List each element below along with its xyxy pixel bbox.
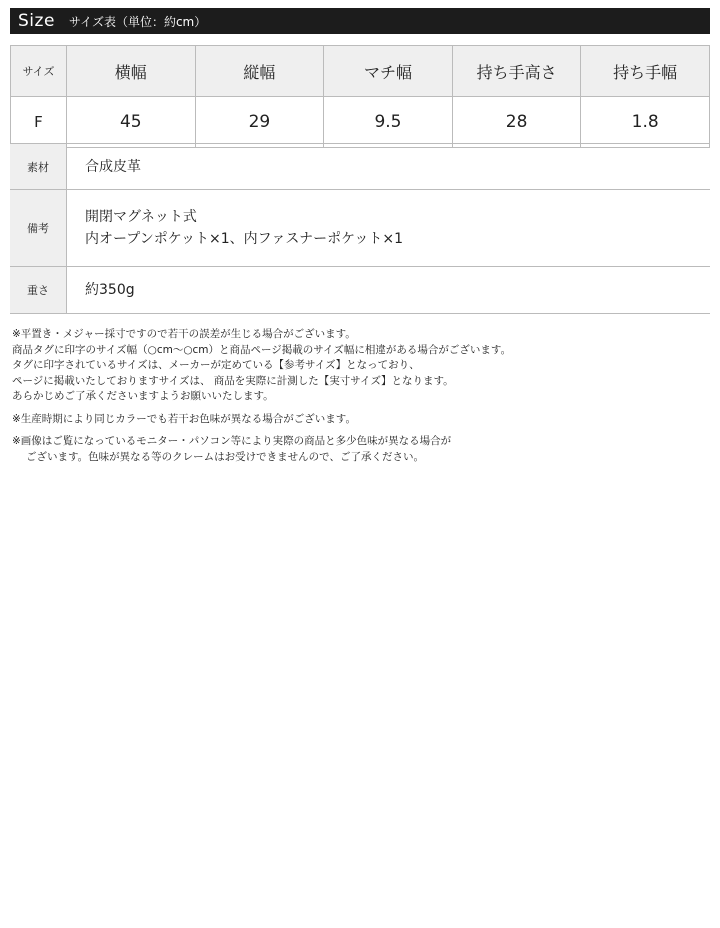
size-table-header-row (11, 46, 710, 97)
details-row-weight (10, 267, 710, 314)
note-line: ※画像はご覧になっているモニター・パソコン等により実際の商品と多少色味が異なる場合が (12, 435, 452, 447)
size-header-bar (10, 8, 710, 34)
column-header: 持ち手高さ (452, 46, 581, 97)
column-header: マチ幅 (324, 46, 453, 97)
notes-block (12, 434, 712, 465)
details-value (67, 267, 711, 314)
table-cell: 29 (195, 97, 324, 148)
notes-block (12, 412, 712, 428)
note-line: ※平置き・メジャー採寸ですので若干の誤差が生じる場合がございます。 (12, 328, 356, 340)
size-table (10, 45, 710, 148)
size-subtitle: サイズ表（単位：約cm） (68, 14, 207, 29)
details-line: 開閉マグネット式 (85, 209, 197, 225)
details-label: 備考 (10, 190, 67, 267)
note-line: ページに掲載いたしておりますサイズは、 商品を実際に計測した【実寸サイズ】となります。 (12, 374, 454, 387)
table-cell: 1.8 (581, 97, 710, 148)
details-line: 約350g (85, 282, 135, 298)
note-line: タグに印字されているサイズは、メーカーが定めている【参考サイズ】となっており、 (12, 359, 420, 371)
details-row-remarks (10, 190, 710, 267)
table-cell: 9.5 (324, 97, 453, 148)
note-line: ※生産時期により同じカラーでも若干お色味が異なる場合がございます。 (12, 412, 356, 425)
details-table (10, 143, 710, 314)
details-label: 重さ (10, 267, 67, 314)
details-line: 内オープンポケット×1、内ファスナーポケット×1 (85, 231, 404, 247)
column-header: 持ち手幅 (581, 46, 710, 97)
details-value (67, 190, 711, 267)
notes-block (12, 327, 712, 405)
size-title: Size (18, 11, 55, 31)
column-header: 縦幅 (195, 46, 324, 97)
table-cell: 28 (452, 97, 581, 148)
table-row (11, 97, 710, 148)
column-header: 横幅 (67, 46, 196, 97)
note-line: 商品タグに印字のサイズ幅（○cm〜○cm）と商品ページ掲載のサイズ幅に相違がある場合がございます。 (12, 343, 512, 356)
details-label: 素材 (10, 144, 67, 190)
note-line: あらかじめご了承くださいますようお願いいたします。 (12, 390, 274, 402)
table-cell: 45 (67, 97, 196, 148)
column-header: サイズ (11, 46, 67, 97)
details-value (67, 144, 711, 190)
details-line: 合成皮革 (85, 158, 141, 175)
table-cell: F (11, 97, 67, 148)
note-line: ございます。色味が異なる等のクレームはお受けできませんので、ご了承ください。 (26, 450, 424, 463)
details-row-material (10, 144, 710, 190)
notes-section (12, 327, 712, 472)
